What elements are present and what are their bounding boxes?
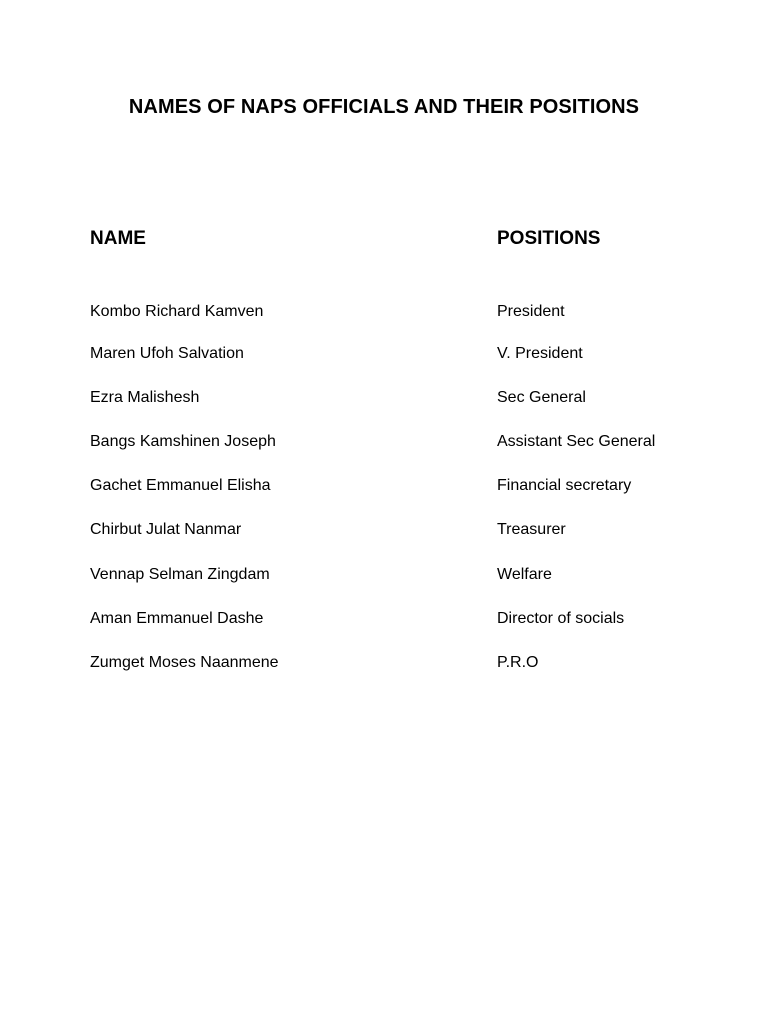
official-name: Bangs Kamshinen Joseph <box>90 433 276 450</box>
name-column-header: NAME <box>90 228 146 249</box>
official-position: Sec General <box>497 389 586 406</box>
official-position: Welfare <box>497 566 552 583</box>
table-row <box>0 477 768 499</box>
official-name: Gachet Emmanuel Elisha <box>90 477 271 494</box>
official-position: Assistant Sec General <box>497 433 656 450</box>
table-row <box>0 654 768 676</box>
official-position: Financial secretary <box>497 477 632 494</box>
table-row <box>0 303 768 325</box>
table-row <box>0 521 768 543</box>
official-position: P.R.O <box>497 654 539 671</box>
position-column-header: POSITIONS <box>497 228 601 249</box>
official-position: President <box>497 303 565 320</box>
table-row <box>0 610 768 632</box>
official-name: Vennap Selman Zingdam <box>90 566 270 583</box>
official-name: Chirbut Julat Nanmar <box>90 521 242 538</box>
official-name: Aman Emmanuel Dashe <box>90 610 264 627</box>
official-name: Maren Ufoh Salvation <box>90 345 244 362</box>
official-position: Treasurer <box>497 521 566 538</box>
official-position: V. President <box>497 345 583 362</box>
page-title: NAMES OF NAPS OFFICIALS AND THEIR POSITIONS <box>128 96 640 118</box>
table-row <box>0 566 768 588</box>
official-name: Zumget Moses Naanmene <box>90 654 279 671</box>
table-row <box>0 345 768 367</box>
official-name: Kombo Richard Kamven <box>90 303 264 320</box>
table-row <box>0 433 768 455</box>
official-name: Ezra Malishesh <box>90 389 200 406</box>
table-row <box>0 389 768 411</box>
official-position: Director of socials <box>497 610 625 627</box>
